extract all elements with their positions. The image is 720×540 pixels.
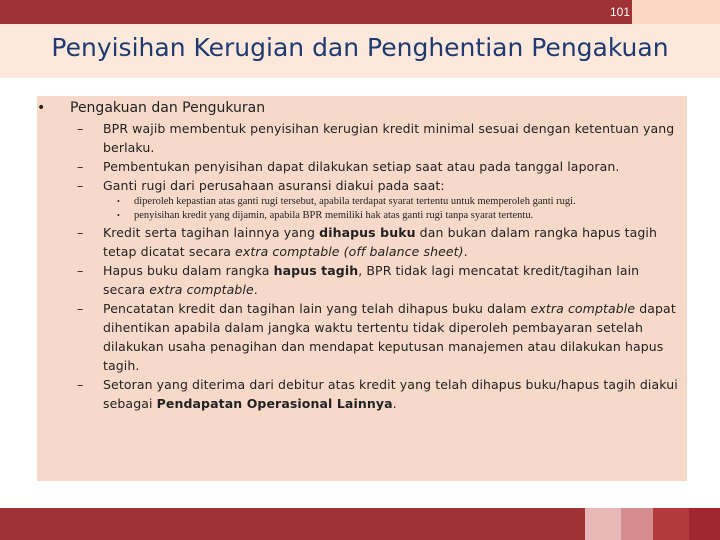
list-item-text-b: extra comptable [530, 301, 636, 316]
list-item-text-e: . [463, 244, 468, 259]
footer-block [585, 508, 621, 540]
list-item-text-b: dihapus buku [319, 225, 416, 240]
dot-icon: • [117, 211, 120, 220]
header-bar-strip [632, 0, 720, 24]
dash-icon: – [77, 377, 84, 392]
list-item [77, 176, 685, 195]
list-item-text-e: . [253, 282, 258, 297]
list-item-text-a: Setoran yang diterima dari debitur atas kredit yang telah dihapus buku/hapus tagih diakui sebagai [103, 377, 678, 411]
list-item-text-a: Hapus buku dalam rangka [103, 263, 274, 278]
footer-block-main [0, 508, 585, 540]
list-item-text-c: . [392, 396, 397, 411]
list-item [77, 261, 685, 299]
list-item-text-c: dan bukan dalam rangka hapus tagih tetap dicatat secara [103, 225, 658, 259]
dash-icon: – [77, 121, 84, 136]
dash-icon: – [77, 178, 84, 193]
sub-list-item-text: diperoleh kepastian atas ganti rugi tersebut, apabila terdapat syarat tertentu untuk memperoleh ganti rugi. [134, 196, 576, 207]
list-item-text: Ganti rugi dari perusahaan asuransi diakui pada saat: [103, 178, 445, 193]
content-list [77, 119, 685, 413]
heading-text: Pengakuan dan Pengukuran [70, 100, 266, 116]
list-item-text-a: Pencatatan kredit dan tagihan lain yang telah dihapus buku dalam [103, 301, 531, 316]
dash-icon: – [77, 225, 84, 240]
list-item [77, 157, 685, 176]
bullet-icon: • [37, 100, 46, 116]
list-item-text-a: Kredit serta tagihan lainnya yang [103, 225, 320, 240]
list-item-text-c: , BPR tidak lagi mencatat kredit/tagihan lain secara [103, 263, 640, 297]
list-item [77, 119, 685, 157]
dash-icon: – [77, 159, 84, 174]
list-item-text-b: Pendapatan Operasional Lainnya [156, 396, 393, 411]
list-item-text-c: dapat dihentikan apabila dalam jangka waktu tertentu tidak diperoleh pembayaran setelah dilakukan usaha penagihan dan mendapat keputusan manajemen atau dilakukan hapus tagih. [103, 301, 676, 373]
list-item [77, 375, 685, 413]
sub-list-item-text: penyisihan kredit yang dijamin, apabila BPR memiliki hak atas ganti rugi tanpa syarat tertentu. [134, 210, 534, 221]
list-item-text-d: extra comptable (off balance sheet) [235, 244, 464, 259]
list-item [77, 223, 685, 261]
dot-icon: • [117, 197, 120, 206]
list-item-text-d: extra comptable [149, 282, 254, 297]
page-number: 101 [609, 5, 631, 19]
footer-block [621, 508, 653, 540]
list-item-text: BPR wajib membentuk penyisihan kerugian kredit minimal sesuai dengan ketentuan yang berlaku. [103, 121, 675, 155]
list-item-text: Pembentukan penyisihan dapat dilakukan setiap saat atau pada tanggal laporan. [103, 159, 620, 174]
list-item [77, 299, 685, 375]
footer-block [689, 508, 720, 540]
footer-bar [0, 508, 720, 540]
footer-block [653, 508, 689, 540]
header-bar-dark [0, 0, 632, 24]
list-item-text-b: hapus tagih [273, 263, 359, 278]
dash-icon: – [77, 301, 84, 316]
dash-icon: – [77, 263, 84, 278]
slide-title: Penyisihan Kerugian dan Penghentian Pengakuan [51, 33, 669, 62]
sub-list-item [77, 209, 685, 223]
sub-list-item [77, 195, 685, 209]
